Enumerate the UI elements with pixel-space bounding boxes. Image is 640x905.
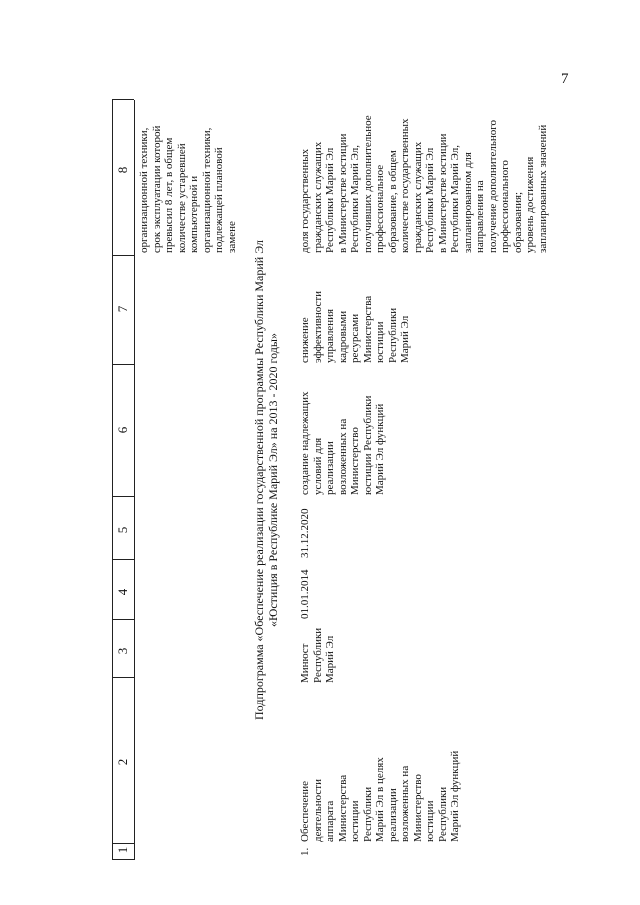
header-separator	[112, 255, 134, 256]
header-separator	[112, 619, 134, 620]
header-bottom-rule	[134, 100, 135, 860]
start-date: 01.01.2014	[299, 569, 311, 619]
header-separator	[112, 496, 134, 497]
table-header-row	[112, 100, 134, 860]
non-implementation-consequences: снижение эффективности управления кадровыми ресурсами Министерства юстиции Республики Марий Эл	[299, 290, 411, 363]
header-separator	[112, 677, 134, 678]
subprogram-title-line1: Подпрограмма «Обеспечение реализации государственной программы Республики Марий Эл	[252, 240, 266, 720]
column-header-4: 4	[115, 588, 130, 596]
column-header-8: 8	[115, 166, 130, 174]
subprogram-title	[252, 100, 280, 860]
column-header-6: 6	[115, 426, 130, 434]
header-top-rule	[112, 100, 113, 860]
header-separator	[112, 99, 134, 100]
end-date: 31.12.2020	[299, 508, 311, 558]
row-number: 1.	[299, 847, 311, 856]
header-separator	[112, 364, 134, 365]
subprogram-title-line2: «Юстиция в Республике Марий Эл» на 2013 - 2020 годы»	[266, 333, 280, 627]
column-header-5: 5	[115, 526, 130, 534]
page-number: 7	[561, 71, 569, 87]
header-separator	[112, 559, 134, 560]
column-header-3: 3	[115, 647, 130, 655]
column-header-2: 2	[115, 758, 130, 766]
expected-result: создание надлежащих условий для реализации возложенных на Министерство юстиции Республики Марий Эл функций	[299, 391, 386, 495]
related-indicators: доля государственных гражданских служащих Республики Марий Эл в Министерстве юстиции Республики Марий Эл, получивших дополнительное профессиональное образование, в общем количестве государственных гражданских служащих Республики Марий Эл в Министерстве юстиции Республики Марий Эл, запланированном для направления на получение дополнительного профессионального образования; уровень достижения запланированных значений	[299, 115, 549, 253]
column-header-7: 7	[115, 305, 130, 313]
measure-name: Обеспечение деятельности аппарата Министерства юстиции Республики Марий Эл в целях реализации возложенных на Министерство юстиции Республики Марий Эл функций	[299, 750, 461, 842]
continuation-indicator-text: организационной техники, срок эксплуатации которой превысил 8 лет, в общем количестве устаревшей компьютерной и организационной техники, подлежащей плановой замене	[138, 125, 238, 253]
rotated-table-page	[106, 100, 640, 860]
column-header-1: 1	[115, 846, 130, 854]
executor: Минюст Республики Марий Эл	[299, 627, 336, 683]
